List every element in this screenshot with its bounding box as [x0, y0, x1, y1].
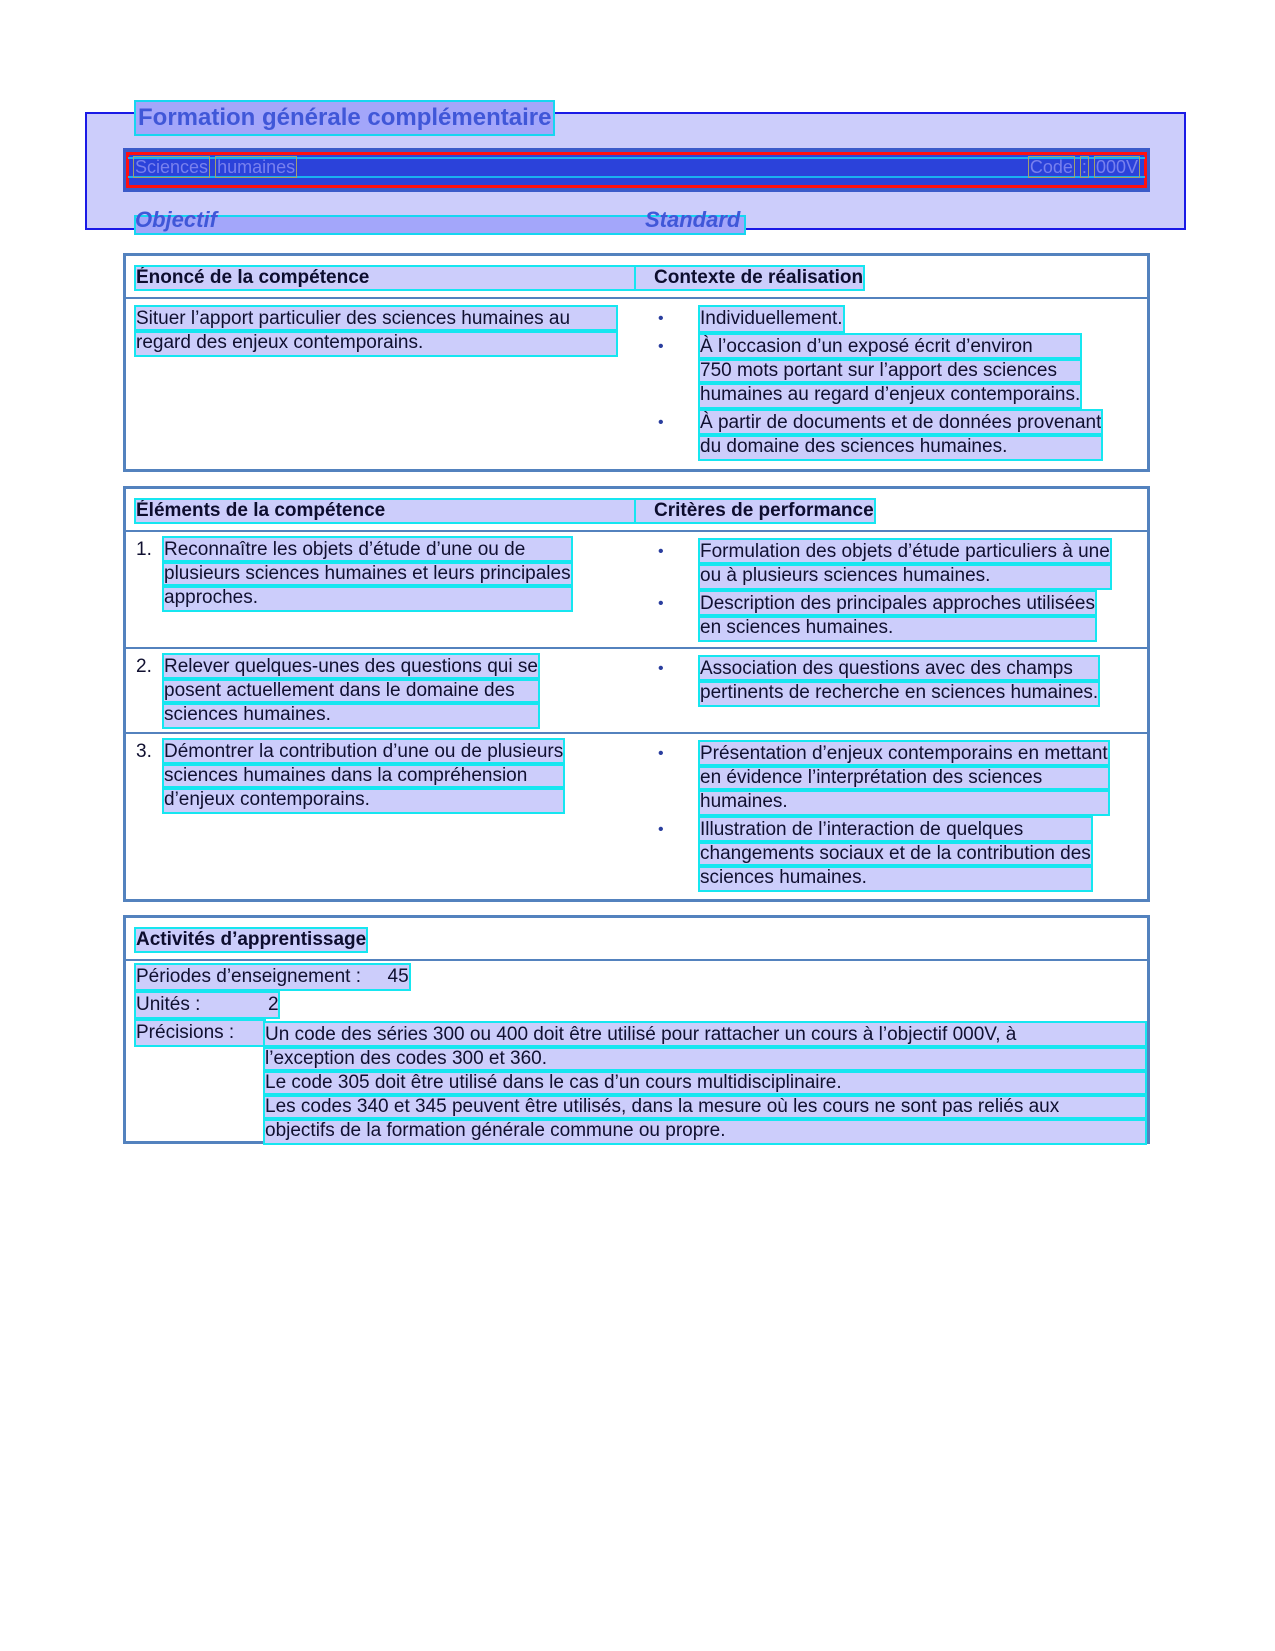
units-line	[136, 993, 278, 1017]
element-row-2	[126, 649, 1147, 734]
competence-table	[123, 253, 1150, 472]
bullet-icon: •	[658, 543, 664, 560]
precision-line: l’exception des codes 300 et 360.	[265, 1047, 1145, 1071]
context-item	[654, 307, 1132, 331]
criterion-line: changements sociaux et de la contribution des	[700, 843, 1091, 864]
element-line: sciences humaines.	[164, 703, 538, 727]
competence-table-header	[126, 256, 1147, 299]
course-code	[1028, 157, 1140, 178]
activities-table-header	[126, 918, 1147, 961]
element-row-3	[126, 734, 1147, 899]
objectif-label: Objectif	[135, 207, 217, 232]
competence-row	[126, 299, 1147, 469]
statement-line: regard des enjeux contemporains.	[136, 331, 616, 355]
context-list	[654, 307, 1132, 463]
bullet-icon: •	[658, 595, 664, 612]
statement-line: Situer l’apport particulier des sciences humaines au	[136, 307, 616, 331]
element-line: plusieurs sciences humaines et leurs principales	[164, 563, 571, 584]
context-item	[654, 335, 1132, 407]
elements-table	[123, 486, 1150, 902]
element-line: Démontrer la contribution d’une ou de plusieurs	[164, 741, 564, 762]
activities-header: Activités d’apprentissage	[136, 929, 367, 950]
elements-table-header	[126, 489, 1147, 532]
criterion-line: en évidence l’interprétation des sciences	[700, 766, 1108, 790]
context-item	[654, 411, 1132, 459]
criterion-line: ou à plusieurs sciences humaines.	[700, 564, 1110, 588]
periods-line	[136, 965, 409, 989]
criterion-line: sciences humaines.	[700, 866, 1091, 890]
criterion-line: humaines.	[700, 790, 1108, 814]
precision-line: Un code des séries 300 ou 400 doit être utilisé pour rattacher un cours à l’objectif 000V, à	[265, 1023, 1145, 1047]
bullet-icon: •	[658, 821, 664, 838]
periods-label: Périodes d’enseignement :	[136, 966, 361, 987]
units-value: 2	[268, 994, 279, 1015]
criterion-item	[654, 540, 1132, 588]
activities-body	[126, 961, 1147, 1141]
criteria-list	[654, 657, 1132, 709]
element-number: 3.	[136, 741, 152, 762]
bullet-icon: •	[658, 310, 664, 327]
bullet-icon: •	[658, 745, 664, 762]
code-separator: :	[1081, 157, 1087, 177]
element-number: 2.	[136, 656, 152, 677]
standard-label: Standard	[645, 207, 741, 232]
element-text	[136, 655, 616, 727]
element-item	[136, 655, 616, 727]
criterion-line: en sciences humaines.	[700, 616, 1095, 640]
statement-header: Énoncé de la compétence	[136, 267, 636, 289]
criterion-line: Description des principales approches utilisées	[700, 593, 1095, 614]
criterion-line: Association des questions avec des champs	[700, 657, 1098, 681]
units-label: Unités :	[136, 994, 201, 1015]
context-line: du domaine des sciences humaines.	[700, 435, 1101, 459]
context-line: Individuellement.	[700, 308, 843, 329]
element-line: sciences humaines dans la compréhension	[164, 764, 563, 788]
criteria-list	[654, 540, 1132, 644]
criterion-line: Formulation des objets d’étude particuliers à une	[700, 541, 1110, 562]
bullet-icon: •	[658, 338, 664, 355]
context-line: À l’occasion d’un exposé écrit d’environ	[700, 335, 1080, 359]
precision-line: Le code 305 doit être utilisé dans le cas d’un cours multidisciplinaire.	[265, 1071, 1145, 1095]
competence-statement	[136, 307, 616, 355]
subject-word: humaines	[217, 157, 296, 177]
criterion-line: Illustration de l’interaction de quelques	[700, 818, 1091, 842]
bullet-icon: •	[658, 660, 664, 677]
precisions-text	[265, 1023, 1145, 1143]
periods-value: 45	[387, 966, 409, 987]
context-header: Contexte de réalisation	[636, 267, 863, 289]
precision-line: Les codes 340 et 345 peuvent être utilisés, dans la mesure où les cours ne sont pas reliés aux	[265, 1095, 1145, 1119]
context-line: 750 mots portant sur l’apport des sciences	[700, 359, 1080, 383]
element-number: 1.	[136, 539, 152, 560]
criterion-line: pertinents de recherche en sciences humaines.	[700, 682, 1099, 703]
page-title: Formation générale complémentaire	[134, 100, 555, 136]
element-item	[136, 740, 616, 812]
element-line: Reconnaître les objets d’étude d’une ou de	[164, 538, 571, 562]
element-line: d’enjeux contemporains.	[164, 788, 563, 812]
element-row-1	[126, 532, 1147, 649]
criterion-line: Présentation d’enjeux contemporains en mettant	[700, 743, 1108, 764]
subject-code-bar	[123, 148, 1150, 192]
criterion-item	[654, 592, 1132, 640]
element-text	[136, 538, 616, 610]
precision-line: objectifs de la formation générale commune ou propre.	[265, 1119, 1145, 1143]
element-text	[136, 740, 616, 812]
criterion-item	[654, 657, 1132, 705]
criteria-header: Critères de performance	[636, 500, 874, 522]
activities-table	[123, 915, 1150, 1144]
context-line: humaines au regard d’enjeux contemporains.	[700, 384, 1081, 405]
criteria-list	[654, 742, 1132, 894]
element-item	[136, 538, 616, 610]
precisions-label: Précisions :	[136, 1021, 264, 1045]
context-line: À partir de documents et de données provenant	[700, 412, 1102, 433]
code-value: 000V	[1095, 157, 1138, 177]
criterion-item	[654, 818, 1132, 890]
bullet-icon: •	[658, 414, 664, 431]
criterion-item	[654, 742, 1132, 814]
code-label: Code	[1029, 157, 1073, 177]
element-line: approches.	[164, 586, 571, 610]
subject-word: Sciences	[135, 157, 209, 177]
element-line: posent actuellement dans le domaine des	[164, 679, 538, 703]
subject-name	[133, 157, 297, 178]
elements-header: Éléments de la compétence	[136, 500, 636, 522]
element-line: Relever quelques-unes des questions qui se	[164, 656, 538, 677]
